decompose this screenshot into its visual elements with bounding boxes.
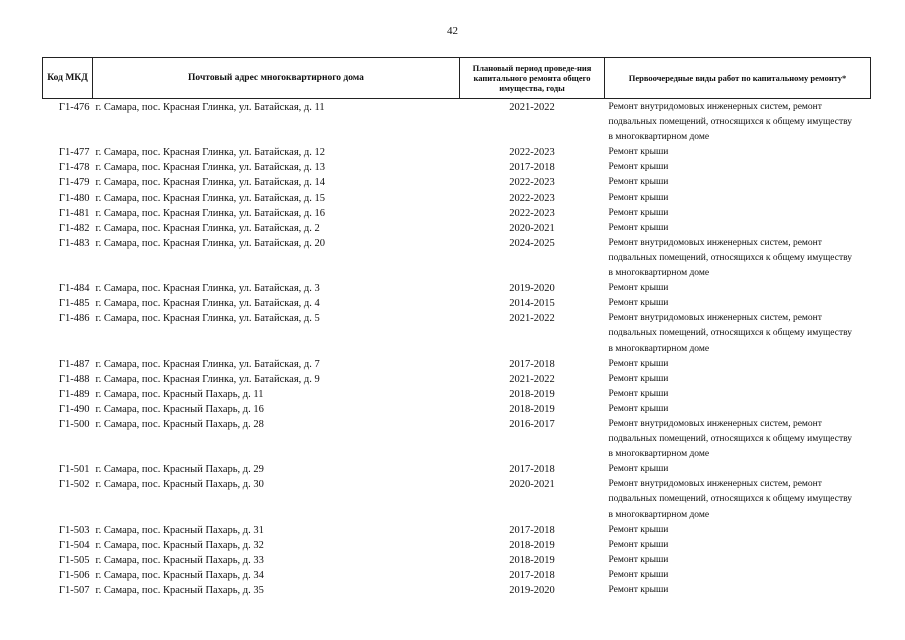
table-row — [43, 221, 871, 236]
row-works: Ремонт крыши — [608, 358, 669, 369]
row-works: Ремонт внутридомовых инженерных систем, ремонт подвальных помещений, относящихся к общему имуществу в многоквартирном доме — [608, 313, 853, 354]
row-code: Г1-479 — [58, 177, 90, 189]
row-code: Г1-481 — [58, 207, 90, 219]
row-address: г. Самара, пос. Красная Глинка, ул. Батайская, д. 11 — [95, 102, 325, 113]
row-code: Г1-484 — [58, 283, 90, 295]
row-works: Ремонт крыши — [608, 388, 669, 399]
row-works: Ремонт крыши — [608, 192, 669, 203]
table-row — [43, 296, 871, 311]
row-period: 2018-2019 — [509, 388, 555, 400]
row-code: Г1-503 — [58, 524, 90, 536]
row-code: Г1-506 — [58, 569, 90, 581]
row-address: г. Самара, пос. Красный Пахарь, д. 30 — [95, 479, 264, 491]
row-works: Ремонт крыши — [608, 373, 669, 384]
row-period: 2017-2018 — [509, 524, 555, 536]
row-works: Ремонт крыши — [608, 147, 669, 158]
table-row — [43, 206, 871, 221]
row-code: Г1-505 — [58, 554, 90, 566]
row-address: г. Самара, пос. Красный Пахарь, д. 11 — [95, 388, 264, 400]
row-works: Ремонт крыши — [608, 539, 669, 550]
table-row — [43, 477, 871, 522]
row-address: г. Самара, пос. Красный Пахарь, д. 32 — [95, 539, 264, 551]
row-address: г. Самара, пос. Красная Глинка, ул. Батайская, д. 16 — [95, 207, 326, 219]
row-works: Ремонт крыши — [608, 464, 669, 475]
row-address: г. Самара, пос. Красная Глинка, ул. Батайская, д. 15 — [95, 192, 326, 204]
row-address: г. Самара, пос. Красная Глинка, ул. Батайская, д. 3 — [95, 283, 320, 295]
table-row — [43, 538, 871, 553]
row-period: 2018-2019 — [509, 554, 555, 566]
table-body — [43, 99, 871, 599]
table-header — [43, 58, 871, 99]
row-code: Г1-501 — [58, 464, 90, 476]
header-period: Плановый период проведе-ния капитального ремонта общего имущества, годы — [460, 58, 605, 99]
repair-schedule-table — [42, 57, 871, 598]
row-address: г. Самара, пос. Красная Глинка, ул. Батайская, д. 7 — [95, 358, 320, 370]
table-row — [43, 160, 871, 175]
table-row — [43, 568, 871, 583]
row-works: Ремонт крыши — [608, 207, 669, 218]
row-period: 2021-2022 — [509, 373, 555, 385]
row-code: Г1-483 — [58, 237, 90, 249]
header-address: Почтовый адрес многоквартирного дома — [93, 58, 460, 99]
table-row — [43, 387, 871, 402]
row-code: Г1-476 — [58, 102, 90, 113]
row-code: Г1-477 — [58, 147, 90, 159]
row-period: 2021-2022 — [509, 102, 555, 113]
table-row — [43, 236, 871, 281]
row-address: г. Самара, пос. Красная Глинка, ул. Батайская, д. 2 — [95, 222, 320, 234]
row-period: 2020-2021 — [509, 479, 555, 491]
row-address: г. Самара, пос. Красный Пахарь, д. 28 — [95, 418, 264, 430]
row-period: 2024-2025 — [509, 237, 555, 249]
row-period: 2021-2022 — [509, 313, 555, 325]
table-row — [43, 281, 871, 296]
row-address: г. Самара, пос. Красная Глинка, ул. Батайская, д. 20 — [95, 237, 326, 249]
row-works: Ремонт крыши — [608, 403, 669, 414]
table-row — [43, 99, 871, 146]
row-code: Г1-485 — [58, 298, 90, 310]
table-row — [43, 583, 871, 598]
row-works: Ремонт крыши — [608, 554, 669, 565]
table-row — [43, 553, 871, 568]
table-row — [43, 462, 871, 477]
row-period: 2017-2018 — [509, 162, 555, 174]
page-number: 42 — [447, 25, 458, 37]
row-code: Г1-487 — [58, 358, 90, 370]
row-period: 2017-2018 — [509, 569, 555, 581]
row-address: г. Самара, пос. Красный Пахарь, д. 33 — [95, 554, 264, 566]
row-works: Ремонт крыши — [608, 524, 669, 535]
row-address: г. Самара, пос. Красная Глинка, ул. Батайская, д. 12 — [95, 147, 326, 159]
row-address: г. Самара, пос. Красный Пахарь, д. 31 — [95, 524, 264, 536]
row-works: Ремонт крыши — [608, 283, 669, 294]
row-address: г. Самара, пос. Красная Глинка, ул. Батайская, д. 4 — [95, 298, 320, 310]
row-code: Г1-488 — [58, 373, 90, 385]
row-period: 2018-2019 — [509, 539, 555, 551]
row-code: Г1-504 — [58, 539, 90, 551]
row-period: 2014-2015 — [509, 298, 555, 310]
row-works: Ремонт внутридомовых инженерных систем, ремонт подвальных помещений, относящихся к общему имуществу в многоквартирном доме — [608, 237, 853, 279]
row-works: Ремонт крыши — [608, 298, 669, 309]
table-row — [43, 191, 871, 206]
row-address: г. Самара, пос. Красный Пахарь, д. 34 — [95, 569, 264, 581]
row-period: 2020-2021 — [509, 222, 555, 234]
row-period: 2018-2019 — [509, 403, 555, 415]
table-row — [43, 175, 871, 190]
row-code: Г1-490 — [58, 403, 90, 415]
row-period: 2016-2017 — [509, 418, 555, 430]
table-row — [43, 311, 871, 356]
row-period: 2022-2023 — [509, 207, 555, 219]
table-row — [43, 372, 871, 387]
row-address: г. Самара, пос. Красный Пахарь, д. 35 — [95, 585, 264, 596]
row-address: г. Самара, пос. Красная Глинка, ул. Батайская, д. 13 — [95, 162, 326, 174]
row-period: 2022-2023 — [509, 147, 555, 159]
row-period: 2019-2020 — [509, 585, 555, 596]
row-code: Г1-489 — [58, 388, 90, 400]
table-row — [43, 145, 871, 160]
row-works: Ремонт крыши — [608, 162, 669, 173]
row-works: Ремонт внутридомовых инженерных систем, ремонт подвальных помещений, относящихся к общему имуществу в многоквартирном доме — [608, 102, 853, 143]
row-period: 2017-2018 — [509, 464, 555, 476]
row-period: 2022-2023 — [509, 177, 555, 189]
row-code: Г1-482 — [58, 222, 90, 234]
header-code: Код МКД — [43, 58, 93, 99]
row-period: 2022-2023 — [509, 192, 555, 204]
row-code: Г1-507 — [58, 585, 90, 596]
row-code: Г1-478 — [58, 162, 90, 174]
row-period: 2019-2020 — [509, 283, 555, 295]
row-address: г. Самара, пос. Красный Пахарь, д. 29 — [95, 464, 264, 476]
row-works: Ремонт крыши — [608, 222, 669, 233]
row-address: г. Самара, пос. Красный Пахарь, д. 16 — [95, 403, 264, 415]
row-works: Ремонт крыши — [608, 585, 669, 595]
table-row — [43, 357, 871, 372]
row-works: Ремонт внутридомовых инженерных систем, ремонт подвальных помещений, относящихся к общему имуществу в многоквартирном доме — [608, 479, 853, 520]
row-code: Г1-500 — [58, 418, 90, 430]
header-works: Первоочередные виды работ по капитальному ремонту* — [605, 58, 871, 99]
table-row — [43, 402, 871, 417]
row-period: 2017-2018 — [509, 358, 555, 370]
table-row — [43, 523, 871, 538]
row-code: Г1-502 — [58, 479, 90, 491]
table-row — [43, 417, 871, 462]
row-works: Ремонт крыши — [608, 569, 669, 580]
row-works: Ремонт крыши — [608, 177, 669, 188]
row-code: Г1-486 — [58, 313, 90, 325]
row-works: Ремонт внутридомовых инженерных систем, ремонт подвальных помещений, относящихся к общему имуществу в многоквартирном доме — [608, 418, 853, 460]
row-address: г. Самара, пос. Красная Глинка, ул. Батайская, д. 5 — [95, 313, 320, 325]
row-address: г. Самара, пос. Красная Глинка, ул. Батайская, д. 14 — [95, 177, 326, 189]
row-code: Г1-480 — [58, 192, 90, 204]
row-address: г. Самара, пос. Красная Глинка, ул. Батайская, д. 9 — [95, 373, 320, 385]
